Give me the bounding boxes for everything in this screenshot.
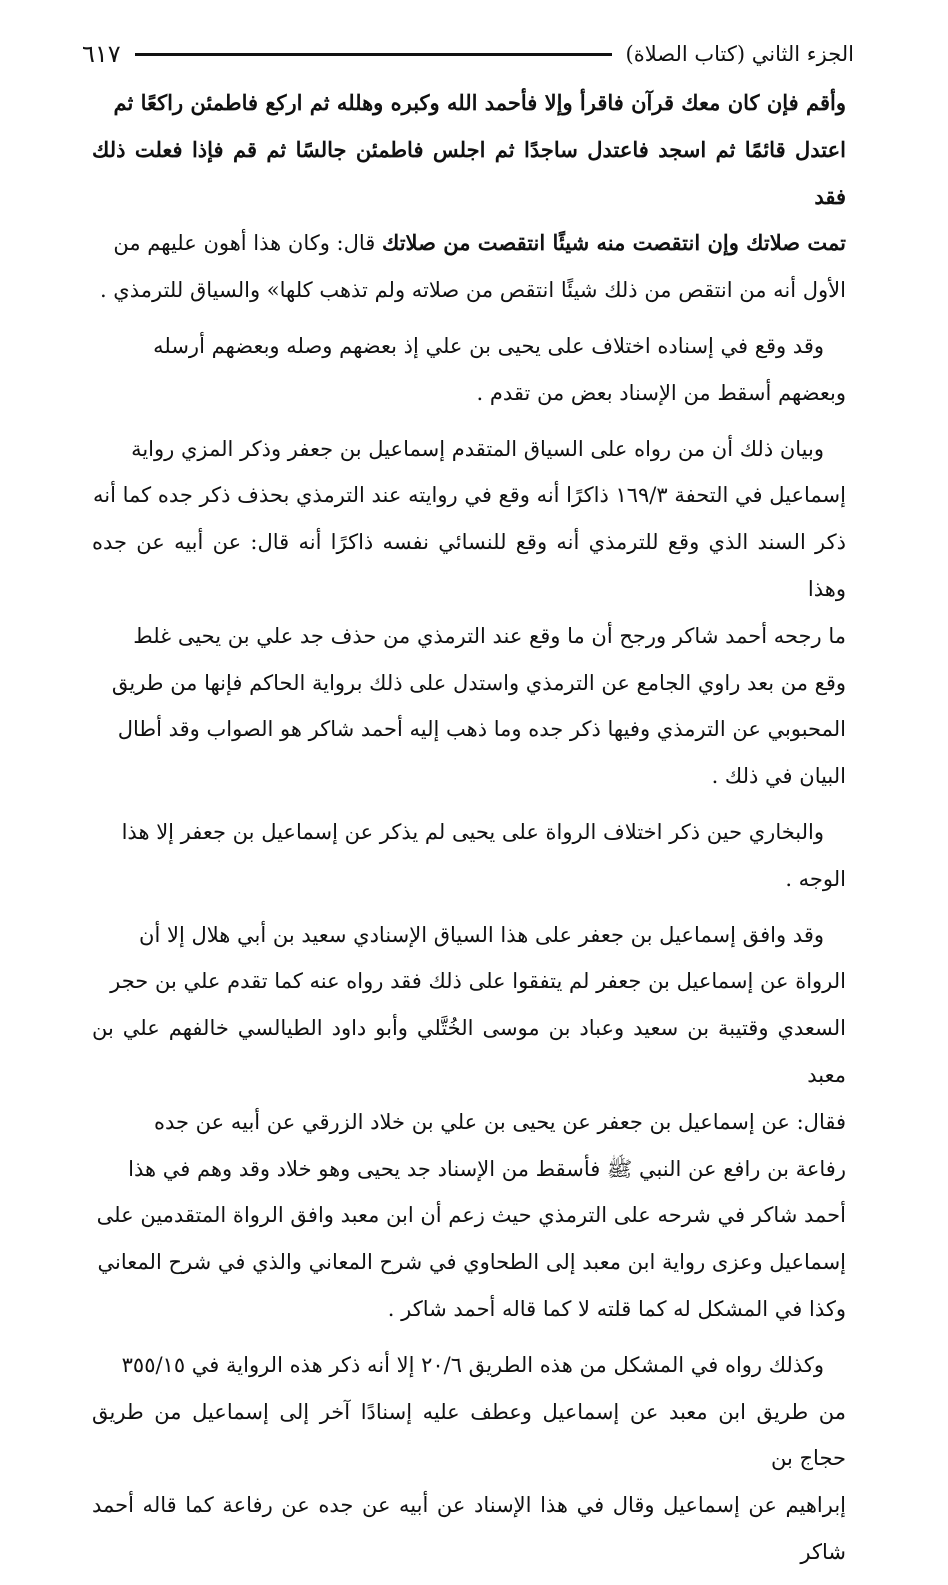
paragraph-bukhari — [92, 809, 846, 903]
text-line: ذكر السند الذي وقع للترمذي أنه وقع للنسائي نفسه ذاكرًا أنه قال: عن أبيه عن جده وهذا — [92, 530, 846, 601]
text-line: الأول أنه من انتقص من ذلك شيئًا انتقص من صلاته ولم تذهب كلها» والسياق للترمذي . — [99, 278, 846, 303]
paragraph-agreement — [92, 912, 846, 1333]
header-rule — [135, 53, 612, 56]
text-line: الوجه . — [785, 866, 846, 891]
text-line: وكذلك رواه في المشكل من هذه الطريق ٢٠/٦ إلا أنه ذكر هذه الرواية في ٣٥٥/١٥ — [121, 1352, 824, 1377]
text-line: الرواة عن إسماعيل بن جعفر لم يتفقوا على ذلك فقد رواه عنه كما تقدم علي بن حجر — [110, 969, 846, 994]
page-body — [92, 80, 846, 1585]
paragraph-explanation — [92, 426, 846, 800]
text-line: والبخاري حين ذكر اختلاف الرواة على يحيى لم يذكر عن إسماعيل بن جعفر إلا هذا — [121, 819, 824, 844]
running-header — [82, 34, 854, 74]
text-line: اعتدل قائمًا ثم اسجد فاعتدل ساجدًا ثم اجلس فاطمئن جالسًا ثم قم فإذا فعلت ذلك فقد — [92, 136, 846, 209]
text-run: قال: وكان هذا أهون عليهم من — [113, 231, 382, 256]
paragraph-hadith-text — [92, 80, 846, 314]
text-line: أحمد شاكر في شرحه على الترمذي حيث زعم أن ابن معبد وافق الرواة المتقدمين على — [96, 1203, 846, 1228]
paragraph-mushkil — [92, 1342, 846, 1576]
text-line: إسماعيل في التحفة ١٦٩/٣ ذاكرًا أنه وقع في روايته عند الترمذي بحذف ذكر جده كما أنه — [93, 483, 846, 508]
text-line: وأقم فإن كان معك قرآن فاقرأ وإلا فأحمد الله وكبره وهلله ثم اركع فاطمئن راكعًا ثم — [113, 90, 846, 115]
text-line: رفاعة بن رافع عن النبي ﷺ فأسقط من الإسناد جد يحيى وهو خلاد وقد وهم في هذا — [128, 1156, 846, 1181]
text-line: وكذا في المشكل له كما قلته لا كما قاله أحمد شاكر . — [387, 1296, 846, 1321]
text-line: وقد وقع في إسناده اختلاف على يحيى بن علي إذ بعضهم وصله وبعضهم أرسله — [153, 333, 824, 358]
text-line: ما رجحه أحمد شاكر ورجح أن ما وقع عند الترمذي من حذف جد علي بن يحيى غلط — [133, 623, 846, 648]
text-line: وبعضهم أسقط من الإسناد بعض من تقدم . — [476, 380, 846, 405]
page-number: ٦١٧ — [82, 40, 121, 68]
text-line: وقع من بعد راوي الجامع عن الترمذي واستدل على ذلك برواية الحاكم فإنها من طريق — [111, 670, 846, 695]
header-title: الجزء الثاني (كتاب الصلاة) — [625, 42, 854, 66]
text-line: السعدي وقتيبة بن سعيد وعباد بن موسى الخُتَّلي وأبو داود الطيالسي خالفهم علي بن معبد — [92, 1016, 846, 1087]
text-line: إبراهيم عن إسماعيل وقال في هذا الإسناد عن أبيه عن جده عن رفاعة كما قاله أحمد شاكر — [92, 1493, 846, 1564]
text-line: من طريق ابن معبد عن إسماعيل وعطف عليه إسنادًا آخر إلى إسماعيل من طريق حجاج بن — [92, 1399, 846, 1471]
text-line: إسماعيل وعزى رواية ابن معبد إلى الطحاوي في شرح المعاني والذي في شرح المعاني — [97, 1250, 846, 1275]
paragraph-isnad-difference — [92, 323, 846, 417]
text-line: وبيان ذلك أن من رواه على السياق المتقدم إسماعيل بن جعفر وذكر المزي رواية — [131, 436, 824, 461]
text-line: البيان في ذلك . — [711, 764, 846, 789]
text-line: المحبوبي عن الترمذي وفيها ذكر جده وما ذهب إليه أحمد شاكر هو الصواب وقد أطال — [117, 717, 846, 742]
text-line: فقال: عن إسماعيل بن جعفر عن يحيى بن علي بن خلاد الزرقي عن أبيه عن جده — [153, 1109, 846, 1134]
text-line: وقد وافق إسماعيل بن جعفر على هذا السياق الإسنادي سعيد بن أبي هلال إلا أن — [139, 922, 824, 947]
text-line — [92, 220, 846, 267]
bold-text: تمت صلاتك وإن انتقصت منه شيئًا انتقصت من صلاتك — [382, 230, 846, 256]
